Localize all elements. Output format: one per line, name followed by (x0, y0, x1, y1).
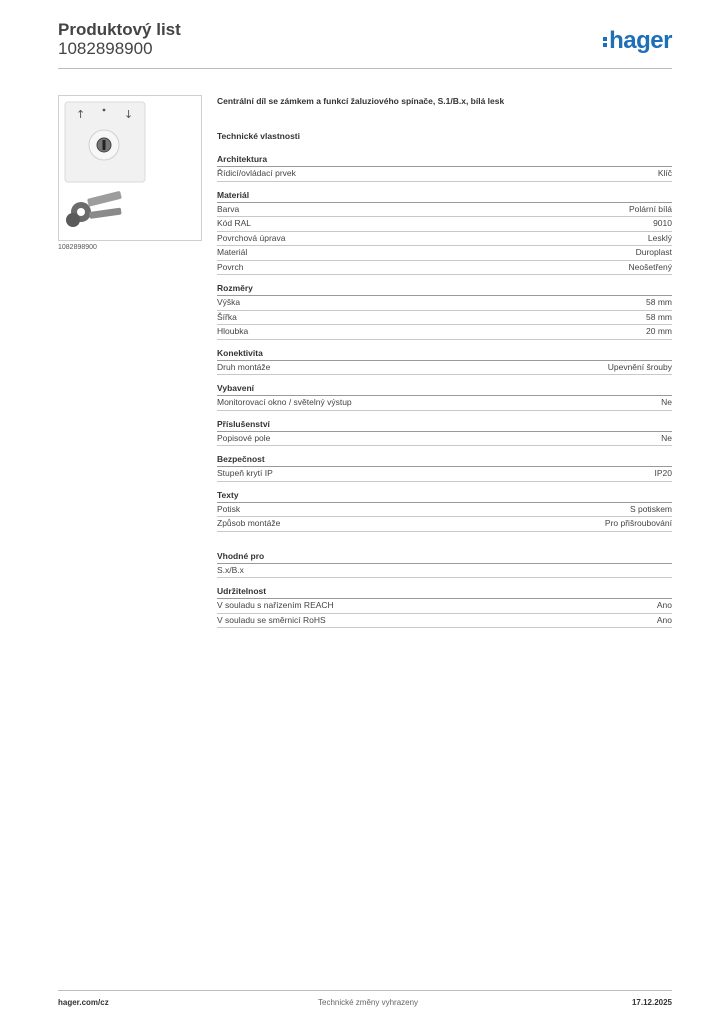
section-heading: Příslušenství (217, 418, 672, 432)
spec-value: Ne (661, 432, 672, 443)
footer-notice: Technické změny vyhrazeny (318, 998, 419, 1007)
spec-row (217, 246, 672, 261)
spec-label: Povrch (217, 261, 244, 272)
spec-label: Druh montáže (217, 361, 271, 372)
svg-text:↑: ↑ (76, 108, 86, 121)
spec-section (217, 153, 672, 182)
spec-section (217, 585, 672, 628)
spec-row (217, 232, 672, 247)
spec-value: 9010 (653, 218, 672, 228)
spec-section (217, 382, 672, 411)
spec-row (217, 599, 672, 614)
spec-value: Lesklý (647, 232, 672, 243)
spec-label: Kód RAL (217, 218, 252, 228)
spec-row (217, 311, 672, 326)
spec-label: S.x/B.x (217, 564, 244, 575)
section-heading: Udržitelnost (217, 585, 672, 599)
spec-value: Pro přišroubování (604, 518, 672, 528)
section-heading: Vhodné pro (217, 550, 672, 564)
spec-label: Potisk (217, 503, 241, 514)
spec-row (217, 614, 672, 629)
spec-value: S potiskem (629, 503, 672, 514)
section-heading: Vybavení (217, 382, 672, 396)
hager-logo: hager (603, 27, 672, 55)
spec-label: Monitorovací okno / světelný výstup (217, 397, 352, 407)
spec-label: Povrchová úprava (217, 232, 286, 243)
spec-label: Popisové pole (217, 432, 271, 443)
spec-row (217, 467, 672, 482)
section-heading: Bezpečnost (217, 453, 672, 467)
spec-value: Ne (661, 397, 672, 407)
spec-value: Polární bílá (629, 203, 672, 214)
spec-label: Řídicí/ovládací prvek (217, 168, 296, 178)
spec-section (217, 189, 672, 276)
spec-section (217, 453, 672, 482)
footer-website: hager.com/cz (58, 998, 109, 1007)
spec-row (217, 361, 672, 376)
product-description: Centrální díl se zámkem a funkcí žaluziového spínače, S.1/B.x, bílá lesk (217, 96, 505, 106)
spec-row (217, 503, 672, 518)
header-divider (58, 68, 672, 69)
spec-value: 58 mm (646, 311, 672, 322)
spec-label: Hloubka (217, 326, 249, 336)
svg-text:↓: ↓ (124, 108, 134, 121)
spec-value: IP20 (654, 468, 672, 478)
footer-divider (58, 990, 672, 991)
spec-row (217, 261, 672, 276)
spec-row (217, 564, 672, 579)
logo-dots-icon (603, 35, 607, 49)
spec-row (217, 203, 672, 218)
spec-section (217, 347, 672, 376)
spec-label: V souladu s nařízením REACH (217, 600, 334, 610)
spec-section (217, 418, 672, 447)
section-heading: Rozměry (217, 282, 672, 296)
spec-label: Šířka (217, 311, 237, 322)
spec-row (217, 167, 672, 182)
product-details (217, 95, 672, 635)
spec-value: 58 mm (646, 297, 672, 307)
spec-label: Materiál (217, 247, 248, 257)
page-title: Produktový list (58, 20, 181, 39)
spec-label: Stupeň krytí IP (217, 468, 273, 478)
spec-section (217, 282, 672, 340)
spec-value: Upevnění šrouby (607, 361, 672, 372)
spec-value: Ano (656, 614, 672, 625)
product-number: 1082898900 (58, 39, 153, 58)
technical-properties-heading: Technické vlastnosti (217, 131, 300, 141)
spec-label: Výška (217, 297, 241, 307)
spec-value: Neošetřený (628, 261, 672, 272)
spec-row (217, 217, 672, 232)
spec-row (217, 432, 672, 447)
spec-row (217, 517, 672, 532)
spec-row (217, 325, 672, 340)
spec-label: V souladu se směrnicí RoHS (217, 614, 326, 625)
product-image (58, 95, 202, 241)
spec-section (217, 550, 672, 579)
section-heading: Konektivita (217, 347, 672, 361)
spec-value: 20 mm (646, 326, 672, 336)
spec-label: Způsob montáže (217, 518, 281, 528)
spec-row (217, 396, 672, 411)
footer-date: 17.12.2025 (631, 998, 672, 1007)
section-heading: Architektura (217, 153, 672, 167)
spec-label: Barva (217, 203, 240, 214)
key-icon (66, 191, 122, 227)
spec-sections (217, 153, 672, 628)
section-heading: Materiál (217, 189, 672, 203)
image-caption: 1082898900 (58, 244, 97, 251)
spec-row (217, 296, 672, 311)
spec-value: Ano (656, 600, 672, 610)
product-illustration (59, 96, 201, 240)
spec-value: Klíč (657, 168, 672, 178)
spec-section (217, 489, 672, 532)
section-heading: Texty (217, 489, 672, 503)
spec-value: Duroplast (635, 247, 672, 257)
